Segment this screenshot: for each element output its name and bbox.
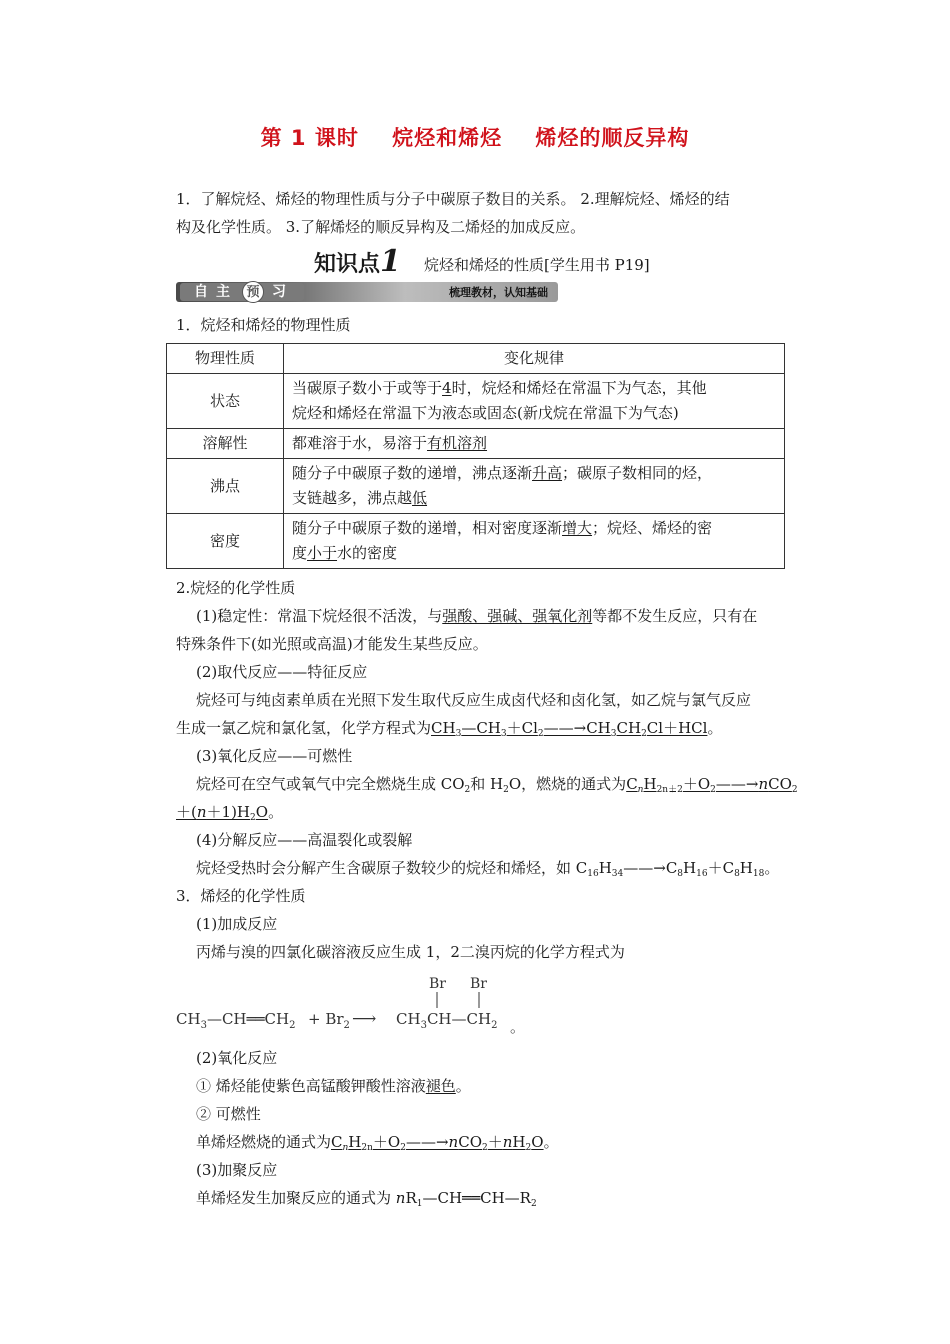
banner-char-2: 主 xyxy=(216,284,230,300)
property-name: 状态 xyxy=(167,374,284,429)
banner-circle-char: 预 xyxy=(242,281,264,303)
property-rule xyxy=(284,374,785,429)
rule-text: 都难溶于水，易溶于 xyxy=(292,434,428,452)
property-name: 密度 xyxy=(167,514,284,569)
table-row xyxy=(167,459,785,514)
rule-text: 支链越多，沸点越 xyxy=(292,489,413,507)
alkene-combustion-line: 单烯烃燃烧的通式为$C_nH_{2n}+O_2——\to nCO_2+nH_2O$。 xyxy=(196,1133,559,1153)
combustibility-heading: ② 可燃性 xyxy=(196,1105,261,1123)
table-row xyxy=(167,374,785,429)
propene-formula: $CH_3—CH══CH_2$ xyxy=(176,1010,296,1031)
banner-char-1: 自 xyxy=(194,284,208,300)
objectives-line-2: 构及化学性质。 3.了解烯烃的顺反异构及二烯烃的加成反应。 xyxy=(176,218,586,236)
rule-text: 水的密度 xyxy=(337,544,398,562)
reaction-arrow: ⟶ xyxy=(352,1009,377,1029)
section-3-heading: 3．烯烃的化学性质 xyxy=(176,887,306,905)
decomposition-heading: (4)分解反应——高温裂化或裂解 xyxy=(196,831,413,849)
equation-end-mark: 。 xyxy=(510,1018,526,1036)
alkane-combustion-equation: $C_nH_{2n+2}+O_2——\to nCO_2$ xyxy=(626,775,798,795)
banner-tab xyxy=(180,283,304,301)
property-rule xyxy=(284,514,785,569)
rule-text: 当碳原子数小于或等于 xyxy=(292,379,443,397)
property-rule xyxy=(284,459,785,514)
rule-text: 随分子中碳原子数的递增，沸点逐渐 xyxy=(292,464,533,482)
bromine-formula: + $Br_2$ xyxy=(308,1010,350,1031)
objectives-line-1: 1．了解烷烃、烯烃的物理性质与分子中碳原子数目的关系。 2.理解烷烃、烯烃的结 xyxy=(176,190,730,208)
propene-bromination-equation xyxy=(176,972,536,1042)
dibromopropane-formula: $CH_3CH—CH_2$ xyxy=(396,1010,498,1031)
banner-slogan: 梳理教材，认知基础 xyxy=(449,286,548,299)
property-name: 沸点 xyxy=(167,459,284,514)
rule-answer: 有机溶剂 xyxy=(427,434,488,452)
rule-text: ；烷烃、烯烃的密 xyxy=(592,519,713,537)
knowledge-point-subtitle: 烷烃和烯烃的性质[学生用书 P19] xyxy=(424,256,650,274)
substitution-line-1: 烷烃可与纯卤素单质在光照下发生取代反应生成卤代烃和卤化氢，如乙烷与氯气反应 xyxy=(196,691,752,709)
rule-answer: 低 xyxy=(412,489,428,507)
permanganate-line: ① 烯烃能使紫色高锰酸钾酸性溶液褪色。 xyxy=(196,1077,471,1095)
ethane-chlorination-equation: $CH_3—CH_3+Cl_2——\to CH_3CH_2Cl+HCl$ xyxy=(431,719,708,739)
polymerization-heading: (3)加聚反应 xyxy=(196,1161,278,1179)
table-header-row xyxy=(167,344,785,374)
knowledge-point-heading xyxy=(314,244,401,279)
table-header-cell: 物理性质 xyxy=(167,344,284,374)
stability-line-2: 特殊条件下(如光照或高温)才能发生某些反应。 xyxy=(176,635,488,653)
table-row xyxy=(167,429,785,459)
stability-answer: 强酸、强碱、强氧化剂 xyxy=(442,607,593,625)
table-header-cell: 变化规律 xyxy=(284,344,785,374)
rule-text: 随分子中碳原子数的递增，相对密度逐渐 xyxy=(292,519,563,537)
oxidation-heading: (3)氧化反应——可燃性 xyxy=(196,747,353,765)
stability-line-1: (1)稳定性：常温下烷烃很不活泼，与强酸、强碱、强氧化剂等都不发生反应，只有在 xyxy=(196,607,758,625)
section-2-heading: 2.烷烃的化学性质 xyxy=(176,579,296,597)
rule-text: 时，烷烃和烯烃在常温下为气态，其他 xyxy=(451,379,707,397)
oxidation-line-2: $+(n+1)H_2O$。 xyxy=(176,803,284,823)
rule-text: 烷烃和烯烃在常温下为液态或固态(新戊烷在常温下为气态) xyxy=(292,404,679,422)
alkane-combustion-equation-cont: $+(n+1)H_2O$ xyxy=(176,803,269,823)
substitution-heading: (2)取代反应——特征反应 xyxy=(196,663,368,681)
section-1-heading: 1．烷烃和烯烃的物理性质 xyxy=(176,316,351,334)
rule-answer: 小于 xyxy=(307,544,338,562)
oxidation-line-1: 烷烃可在空气或氧气中完全燃烧生成 $CO_2$和 $H_2O$，燃烧的通式为$C_nH_{2n+2}+O_2——\to nCO_2$ xyxy=(196,775,798,795)
property-rule xyxy=(284,429,785,459)
addition-heading: (1)加成反应 xyxy=(196,915,278,933)
alkene-oxidation-heading: (2)氧化反应 xyxy=(196,1049,278,1067)
rule-answer: 升高 xyxy=(532,464,563,482)
self-study-banner xyxy=(176,282,558,302)
table-row xyxy=(167,514,785,569)
bromine-substituent-2: Br xyxy=(470,976,487,992)
polymerization-line: 单烯烃发生加聚反应的通式为 $nR_1—CH══CH—R_2$ xyxy=(196,1189,537,1209)
substitution-line-2: 生成一氯乙烷和氯化氢，化学方程式为$CH_3—CH_3+Cl_2——\to CH_3CH_2Cl+HCl$。 xyxy=(176,719,723,739)
bromine-substituent-1: Br xyxy=(429,976,446,992)
rule-answer: 4 xyxy=(442,379,452,397)
knowledge-point-label: 知识点 xyxy=(314,252,381,277)
property-name: 溶解性 xyxy=(167,429,284,459)
permanganate-answer: 褪色 xyxy=(425,1077,456,1095)
alkene-combustion-equation: $C_nH_{2n}+O_2——\to nCO_2+nH_2O$ xyxy=(331,1133,544,1153)
rule-text: ；碳原子数相同的烃， xyxy=(562,464,713,482)
addition-line: 丙烯与溴的四氯化碳溶液反应生成 1，2二溴丙烷的化学方程式为 xyxy=(196,943,625,961)
rule-text: 度 xyxy=(292,544,308,562)
banner-char-4: 习 xyxy=(272,284,286,300)
decomposition-line: 烷烃受热时会分解产生含碳原子数较少的烷烃和烯烃，如 $C_{16}H_{34}——\to C_8H_{16}+C_8H_{18}$。 xyxy=(196,859,780,879)
page-title: 第 1 课时 烷烃和烯烃 烯烃的顺反异构 xyxy=(260,126,690,150)
knowledge-point-number: 1 xyxy=(380,244,401,279)
rule-answer: 增大 xyxy=(562,519,593,537)
physical-properties-table xyxy=(166,343,785,569)
